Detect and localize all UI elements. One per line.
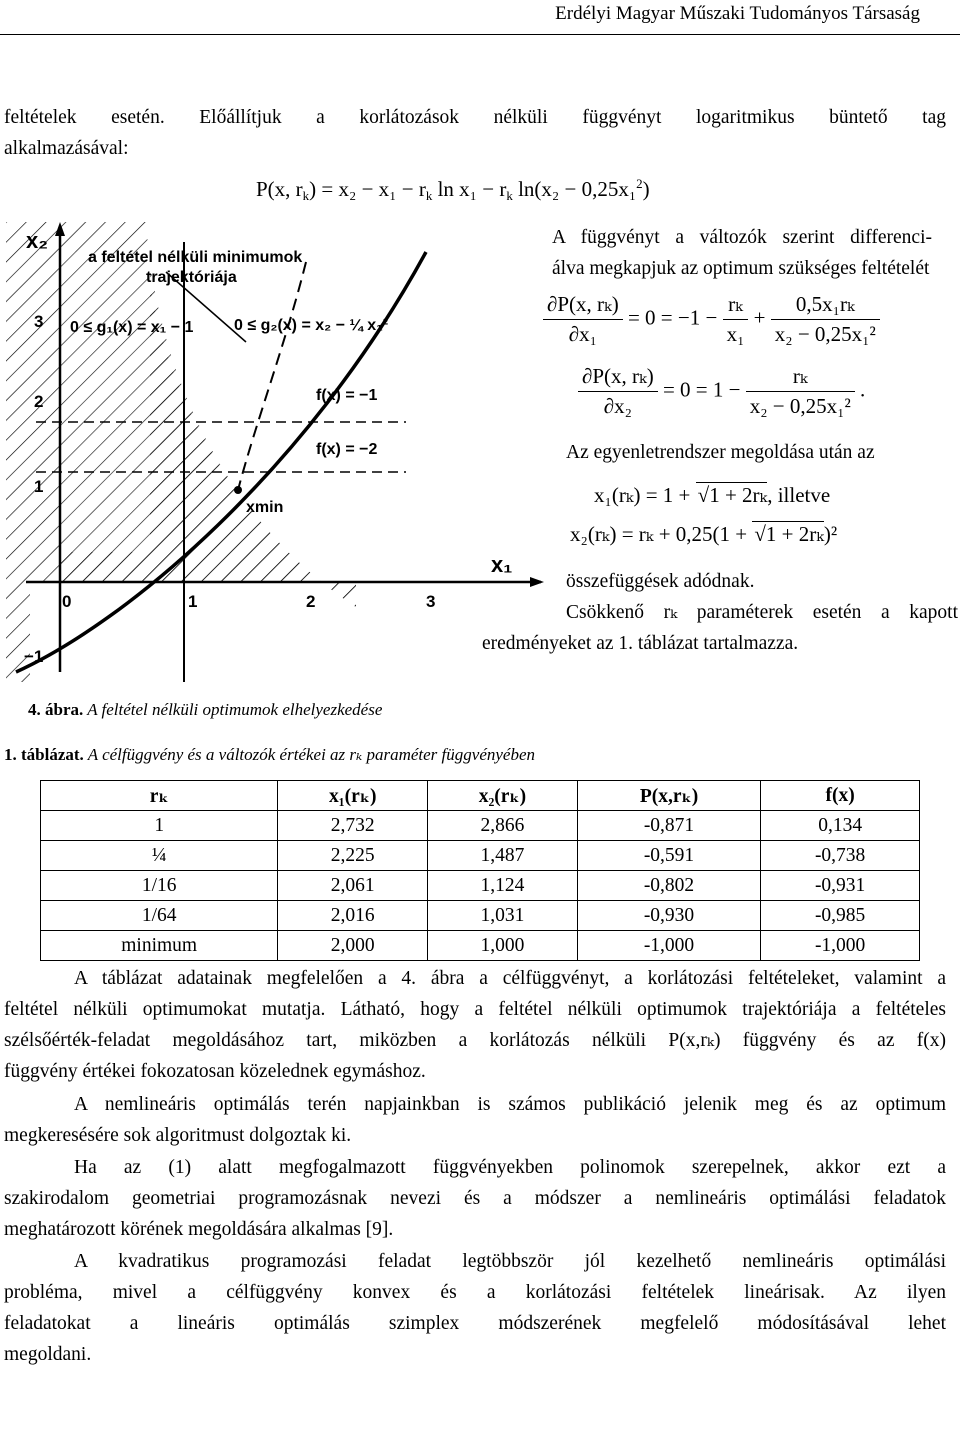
xmin-point	[234, 486, 242, 494]
trajectory	[238, 262, 306, 490]
th-x1: x₁(rₖ)	[278, 781, 428, 811]
eq-main-lhs: P(x, r	[256, 177, 303, 201]
tick-y2: 2	[34, 392, 44, 411]
table-cell: 0,134	[761, 811, 920, 841]
eq-x1-sqrt: 1 + 2rₖ	[709, 483, 768, 507]
eq-d1-mid: = 0 = −1 −	[627, 305, 718, 330]
table-caption-text: A célfüggvény és a változók értékei az rₖ paraméter függvényében	[83, 745, 536, 764]
eq-main-end: )	[642, 177, 650, 201]
equation-d2	[578, 364, 865, 419]
para4-line-3: feladatokat a lineáris optimálás szimplex módszerének megfelelő módosításával lehet	[4, 1313, 946, 1334]
tick-ym1: −1	[24, 647, 44, 666]
para3-line-1: Ha az (1) alatt megfogalmazott függvényekben polinomok szerepelnek, akkor ezt a	[74, 1157, 946, 1178]
table-cell: ¼	[41, 841, 278, 871]
decrease-line-2: eredményeket az 1. táblázat tartalmazza.	[482, 633, 799, 654]
table-cell: -0,930	[577, 901, 760, 931]
table-cell: 1,487	[428, 841, 578, 871]
para2-line-2: megkeresésére sok algoritmust dolgoztak ki.	[4, 1125, 352, 1146]
header-rule	[0, 34, 960, 35]
table-row	[41, 871, 920, 901]
sqrt-icon-2: √1 + 2rₖ	[754, 522, 824, 546]
tick-x1: 1	[188, 592, 198, 611]
table-cell: -0,591	[577, 841, 760, 871]
th-x2: x₂(rₖ)	[428, 781, 578, 811]
eq-d2-f-den: x₂ − 0,25x₁²	[749, 394, 851, 418]
eq-d1-f1-num: rₖ	[723, 292, 749, 320]
eq-d1-f2-num: 0,5x₁rₖ	[771, 292, 880, 320]
th-p: P(x,rₖ)	[577, 781, 760, 811]
eq-d2-f-num: rₖ	[746, 364, 855, 392]
label-xmin: xmin	[246, 499, 284, 516]
equation-main	[256, 176, 650, 204]
table-cell: 1/16	[41, 871, 278, 901]
eq-d2-lhs	[578, 364, 658, 419]
table-cell: 1,000	[428, 931, 578, 961]
solve-text: Az egyenletrendszer megoldása után az	[566, 442, 875, 463]
tick-y3: 3	[34, 312, 44, 331]
table-row	[41, 841, 920, 871]
running-header: Erdélyi Magyar Műszaki Tudományos Társaság	[555, 3, 920, 24]
diff-text-2: álva megkapjuk az optimum szükséges feltételét	[552, 258, 930, 279]
table-cell: minimum	[41, 931, 278, 961]
table-cell: 2,016	[278, 901, 428, 931]
equation-x1	[594, 483, 830, 508]
eq-d2-frac	[746, 364, 855, 419]
label-traj-1: a feltétel nélküli minimumok	[88, 249, 303, 266]
table-cell: 1/64	[41, 901, 278, 931]
figure-caption-text: A feltétel nélküli optimumok elhelyezkedése	[83, 700, 383, 719]
eq-x2-tail: )²	[823, 522, 838, 546]
eq-d1-frac2	[771, 292, 880, 347]
table-cell: 1	[41, 811, 278, 841]
eq-d2-end: .	[860, 377, 866, 402]
table-cell: 2,866	[428, 811, 578, 841]
table-cell: -0,985	[761, 901, 920, 931]
tick-x0: 0	[62, 592, 72, 611]
tick-y1: 1	[34, 477, 44, 496]
eq-main-sub-k: k	[302, 188, 310, 203]
eq-d1-f1-den: x₁	[726, 322, 745, 346]
sqrt-icon: √1 + 2rₖ	[697, 483, 768, 507]
para3-line-2: szakirodalom geometriai programozásnak nevezi és a módszer a nemlineáris optimálási feladatok	[4, 1188, 946, 1209]
eq-d1-den: ∂x₁	[568, 322, 597, 346]
eq-main-sub-k2: k	[425, 188, 433, 203]
intro-line-2: alkalmazásával:	[4, 138, 129, 159]
label-x2: x₂	[26, 228, 49, 253]
eq-main-sup: 2	[636, 176, 643, 191]
eq-d2-mid: = 0 = 1 −	[662, 377, 741, 402]
para1-line-2: feltétel nélküli optimumokat mutatja. Látható, hogy a feltétel nélküli optimumok trajektóriája a feltételes	[4, 999, 946, 1020]
eq-d1-plus: +	[753, 305, 766, 330]
label-traj-2: trajektóriája	[146, 269, 237, 286]
label-f1: f(x) = −1	[316, 387, 378, 404]
label-g2: 0 ≤ g₂(x) = x₂ − ¼ x₁²	[234, 317, 389, 334]
table-caption-label: 1. táblázat.	[4, 745, 84, 764]
diff-text-1: A függvényt a változók szerint differenci-	[552, 227, 932, 248]
table-row	[41, 901, 920, 931]
label-g1: 0 ≤ g₁(x) = x₁ − 1	[70, 319, 194, 336]
equation-x2	[570, 522, 837, 547]
figure-caption-label: 4. ábra.	[28, 700, 84, 719]
table-cell: 2,732	[278, 811, 428, 841]
eq-x2-sqrt: 1 + 2rₖ	[765, 522, 824, 546]
th-f: f(x)	[761, 781, 920, 811]
table-cell: -0,931	[761, 871, 920, 901]
eq-x1-tail: , illetve	[767, 483, 831, 507]
results-table	[40, 780, 920, 961]
para4-line-4: megoldani.	[4, 1344, 92, 1365]
label-x1: x₁	[491, 552, 513, 577]
eq-x1-lhs: x₁(rₖ) = 1 +	[594, 483, 696, 507]
table-cell: -0,871	[577, 811, 760, 841]
hatch-left	[6, 222, 30, 682]
eq-main-ln2: ln(x₂ − 0,25x₁	[512, 177, 637, 201]
para1-line-3: szélsőérték-feladat megoldásához tart, miközben a korlátozás nélküli P(x,rₖ) függvény és az f(x)	[4, 1030, 946, 1051]
eq-d1-f2-den: x₂ − 0,25x₁²	[774, 322, 876, 346]
figure-4-plot	[6, 222, 546, 682]
table-cell: 1,124	[428, 871, 578, 901]
para3-line-3: meghatározott körének megoldására alkalmas [9].	[4, 1219, 394, 1240]
eq-d1-frac1	[723, 292, 749, 347]
eq-d1-lhs	[543, 292, 623, 347]
table-cell: -0,738	[761, 841, 920, 871]
tick-x2: 2	[306, 592, 316, 611]
para2-line-1: A nemlineáris optimálás terén napjainkban is számos publikáció jelenik meg és az optimum	[74, 1094, 946, 1115]
result-text: összefüggések adódnak.	[566, 571, 755, 592]
eq-d2-num: ∂P(x, rₖ)	[578, 364, 658, 392]
para4-line-1: A kvadratikus programozási feladat legtöbbször jól kezelhető nemlineáris optimálási	[74, 1251, 946, 1272]
table-cell: -1,000	[761, 931, 920, 961]
para4-line-2: probléma, mivel a célfüggvény konvex és a korlátozási feltételek lineárisak. Az ilyen	[4, 1282, 946, 1303]
table-cell: 2,000	[278, 931, 428, 961]
decrease-line-1: Csökkenő rₖ paraméterek esetén a kapott	[566, 602, 958, 623]
eq-d1-num: ∂P(x, rₖ)	[543, 292, 623, 320]
table-row	[41, 931, 920, 961]
table-row	[41, 811, 920, 841]
table-caption	[4, 745, 535, 765]
eq-main-rhs: ) = x₂ − x₁ − r	[309, 177, 426, 201]
tick-x3: 3	[426, 592, 436, 611]
table-header-row	[41, 781, 920, 811]
eq-d2-den: ∂x₂	[603, 394, 632, 418]
table-cell: 2,225	[278, 841, 428, 871]
eq-main-sub-k3: k	[506, 188, 513, 203]
figure-caption	[28, 700, 382, 720]
intro-line-1: feltételek esetén. Előállítjuk a korlátozások nélküli függvényt logaritmikus büntető tag	[4, 107, 946, 128]
table-cell: -1,000	[577, 931, 760, 961]
equation-d1	[543, 292, 880, 347]
table-cell: 2,061	[278, 871, 428, 901]
table-cell: -0,802	[577, 871, 760, 901]
hatch-feasible-complement	[60, 252, 356, 607]
x-axis-arrow	[530, 577, 544, 587]
eq-x2-lhs: x₂(rₖ) = rₖ + 0,25(1 +	[570, 522, 753, 546]
table-cell: 1,031	[428, 901, 578, 931]
th-rk: rₖ	[41, 781, 278, 811]
eq-main-ln1: ln x₁ − r	[432, 177, 507, 201]
label-f2: f(x) = −2	[316, 441, 378, 458]
para1-line-1: A táblázat adatainak megfelelően a 4. ábra a célfüggvényt, a korlátozási feltételeket, valamint a	[74, 968, 946, 989]
para1-line-4: függvény értékei fokozatosan közelednek egymáshoz.	[4, 1061, 426, 1082]
